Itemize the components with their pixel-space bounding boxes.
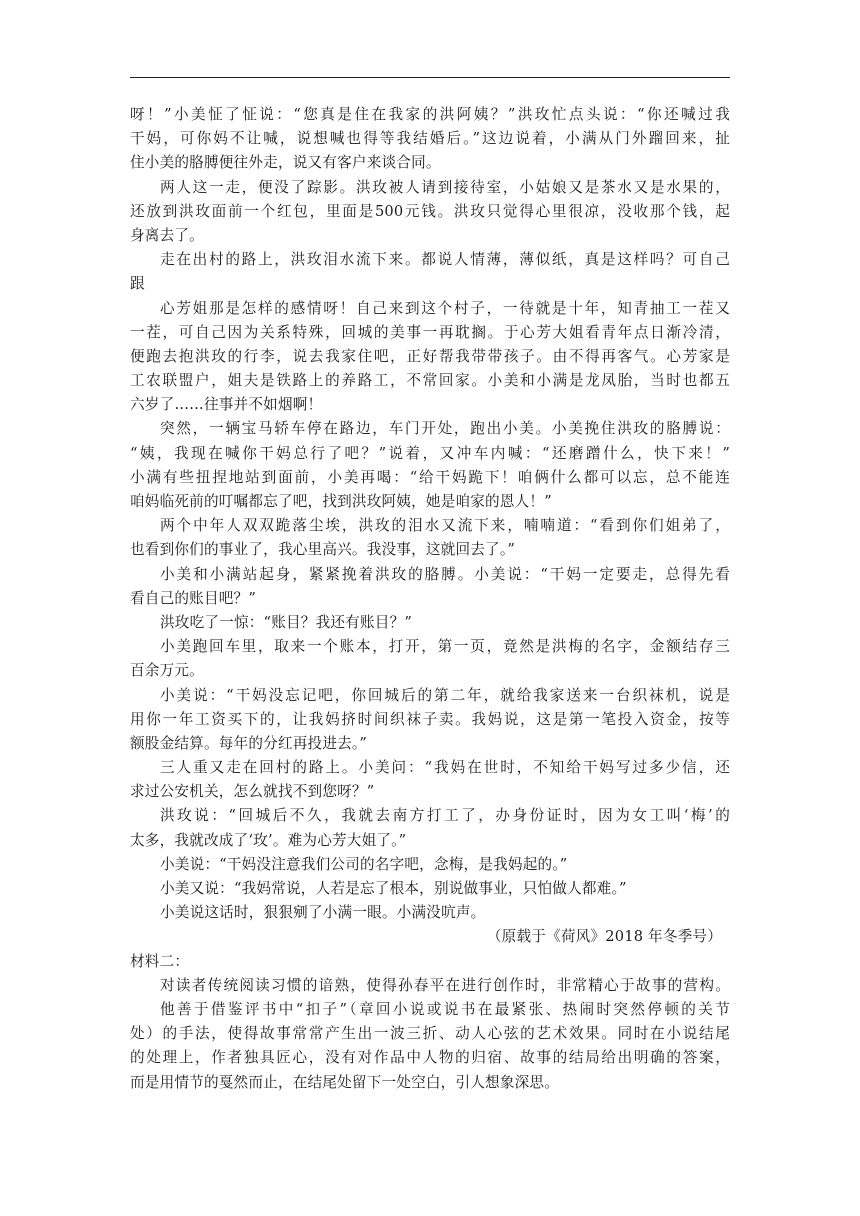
text-line: 走在出村的路上，洪玫泪水流下来。都说人情薄，薄似纸，真是这样吗？可自己: [160, 251, 730, 269]
text-line: 突然，一辆宝马轿车停在路边，车门开处，跑出小美。小美挽住洪玫的胳膊说：: [160, 420, 730, 438]
text-line: 材料二：: [130, 952, 190, 970]
text-line: 百余万元。: [130, 662, 204, 680]
text-line: 处）的手法，使得故事常常产生出一波三折、动人心弦的艺术效果。同时在小说结尾: [130, 1025, 730, 1043]
text-line: 六岁了……往事并不如烟啊！: [130, 396, 323, 414]
text-line: 求过公安机关，怎么就找不到您呀？”: [130, 783, 375, 801]
text-line: 咱妈临死前的叮嘱都忘了吧，找到洪玫阿姨，她是咱家的恩人！”: [130, 493, 552, 510]
text-line: 住小美的胳膊便往外走，说又有客户来谈合同。: [130, 154, 441, 172]
text-line: 小美说：“干妈没忘记吧，你回城后的第二年，就给我家送来一台织袜机，说是: [160, 686, 730, 704]
document-body: [130, 103, 730, 1095]
text-line: 还放到洪玫面前一个红包，里面是500元钱。洪玫只觉得心里很凉，没收那个钱，起: [130, 202, 730, 220]
text-line: 的处理上，作者独具匠心，没有对作品中人物的归宿、故事的结局给出明确的答案，: [130, 1049, 730, 1067]
text-line: 小满有些扭捏地站到面前，小美再喝：“给干妈跪下！咱俩什么都可以忘，总不能连: [130, 468, 730, 486]
text-line: 小美说：“干妈没注意我们公司的名字吧，念梅，是我妈起的。”: [160, 855, 568, 873]
text-line: 对读者传统阅读习惯的谙熟，使得孙春平在进行创作时，非常精心于故事的营构。: [160, 976, 730, 994]
text-line: 干妈，可你妈不让喊，说想喊也得等我结婚后。”这边说着，小满从门外蹓回来，扯: [130, 130, 730, 148]
text-line: 两个中年人双双跪落尘埃，洪玫的泪水又流下来，喃喃道：“看到你们姐弟了，: [160, 517, 730, 535]
text-line: 三人重又走在回村的路上。小美问：“我妈在世时，不知给干妈写过多少信，还: [160, 759, 730, 777]
text-line: 便跑去抱洪玫的行李，说去我家住吧，正好帮我带带孩子。由不得再客气。心芳家是: [130, 347, 730, 365]
text-line: 小美跑回车里，取来一个账本，打开，第一页，竟然是洪梅的名字，金额结存三: [160, 638, 730, 656]
text-line: 小美和小满站起身，紧紧挽着洪玫的胳膊。小美说：“干妈一定要走，总得先看: [160, 565, 730, 583]
text-line: 心芳姐那是怎样的感情呀！自己来到这个村子，一待就是十年，知青抽工一茬又: [160, 299, 730, 317]
text-line: 而是用情节的戛然而止，在结尾处留下一处空白，引人想象深思。: [130, 1073, 560, 1091]
text-line: 工农联盟户，姐夫是铁路上的养路工，不常回家。小美和小满是龙凤胎，当时也都五: [130, 372, 730, 390]
text-line: “姨，我现在喊你干妈总行了吧？”说着，又冲车内喊：“还磨蹭什么，快下来！”: [130, 444, 730, 462]
text-line: 看自己的账目吧？”: [130, 589, 257, 607]
text-line: 用你一年工资买下的，让我妈挤时间织袜子卖。我妈说，这是第一笔投入资金，按等: [130, 710, 730, 728]
text-line: 小美又说：“我妈常说，人若是忘了根本，别说做事业，只怕做人都难。”: [160, 880, 627, 897]
text-line: （原载于《荷风》2018 年冬季号）: [486, 928, 722, 946]
text-line: 他善于借鉴评书中“扣子”（章回小说或说书在最紧张、热闹时突然停顿的关节: [160, 1000, 730, 1018]
text-line: 额股金结算。每年的分红再投进去。”: [130, 734, 368, 752]
header-rule: [130, 77, 730, 78]
text-line: 跟: [130, 275, 145, 293]
text-line: 身离去了。: [130, 226, 204, 244]
text-line: 一茬，可自己因为关系特殊，回城的美事一再耽搁。于心芳大姐看青年点日渐冷清，: [130, 323, 730, 341]
text-line: 也看到你们的事业了，我心里高兴。我没事，这就回去了。”: [130, 541, 516, 559]
text-line: 两人这一走，便没了踪影。洪玫被人请到接待室，小姑娘又是茶水又是水果的，: [160, 178, 730, 196]
text-line: 洪玫说：“回城后不久，我就去南方打工了，办身份证时，因为女工叫‘梅’的: [160, 807, 730, 825]
text-line: 洪玫吃了一惊：“账目？我还有账目？”: [160, 613, 413, 631]
text-line: 太多，我就改成了‘玫’。难为心芳大姐了。”: [130, 831, 407, 849]
text-line: 呀！”小美怔了怔说：“您真是住在我家的洪阿姨？”洪玫忙点头说：“你还喊过我: [130, 106, 730, 123]
text-line: 小美说这话时，狠狠剜了小满一眼。小满没吭声。: [160, 904, 486, 922]
